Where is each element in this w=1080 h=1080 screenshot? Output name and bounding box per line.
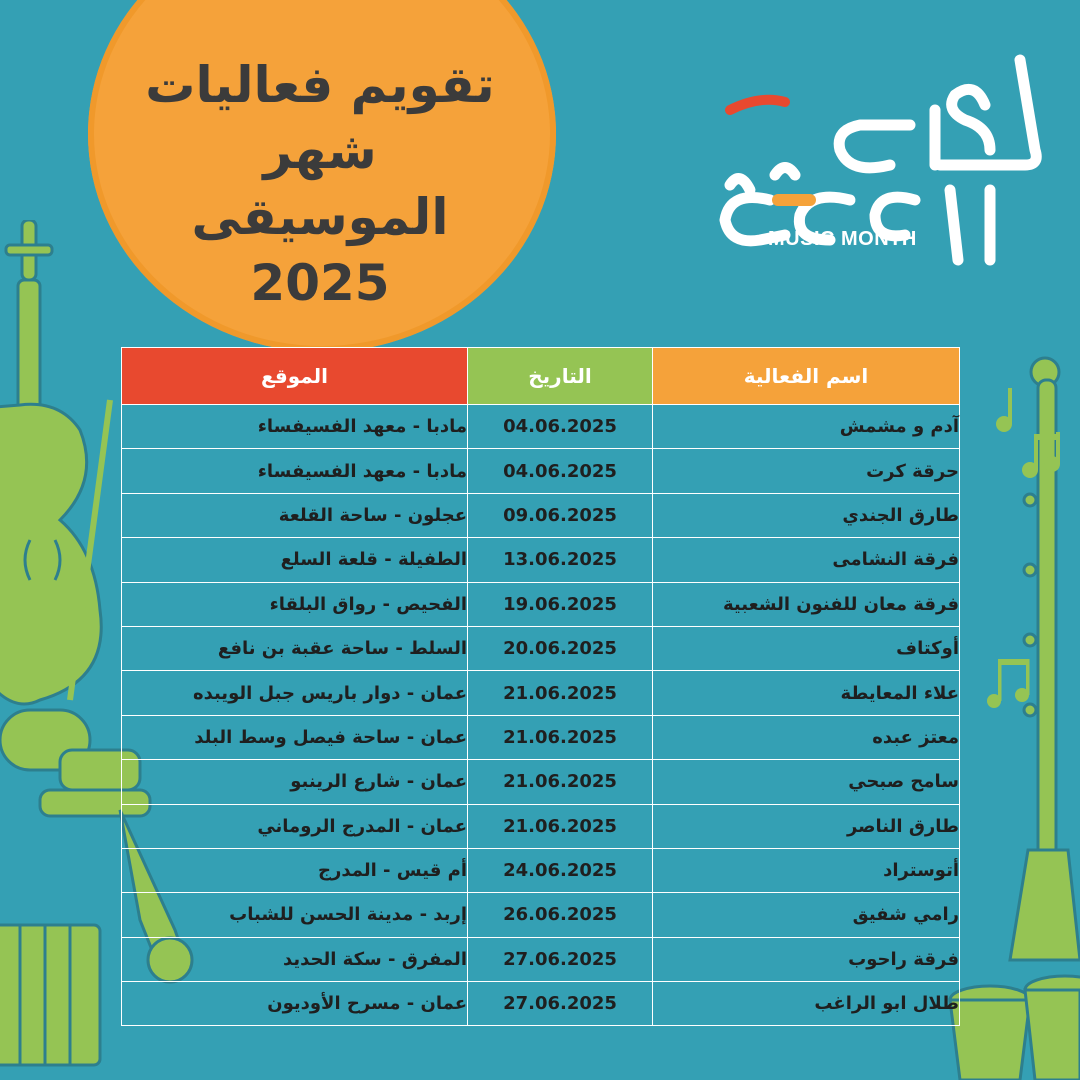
table-row: [122, 893, 960, 937]
event-location: المفرق - سكة الحديد: [122, 937, 468, 981]
table-row: [122, 804, 960, 848]
event-date: 21.06.2025: [468, 760, 653, 804]
event-location: عمان - ساحة فيصل وسط البلد: [122, 715, 468, 759]
music-note-icon: [982, 645, 1042, 715]
event-date: 24.06.2025: [468, 848, 653, 892]
event-name: أوكتاف: [653, 626, 960, 670]
table-row: [122, 626, 960, 670]
table-row: [122, 671, 960, 715]
table-row: [122, 582, 960, 626]
title-year: 2025: [250, 254, 390, 312]
event-date: 27.06.2025: [468, 937, 653, 981]
table-row: [122, 493, 960, 537]
event-name: سامح صبحي: [653, 760, 960, 804]
event-location: عمان - مسرح الأوديون: [122, 982, 468, 1026]
table-row: [122, 982, 960, 1026]
event-location: مادبا - معهد الفسيفساء: [122, 405, 468, 449]
event-date: 21.06.2025: [468, 671, 653, 715]
event-date: 13.06.2025: [468, 538, 653, 582]
event-name: حرقة كرت: [653, 449, 960, 493]
table-row: [122, 937, 960, 981]
event-date: 20.06.2025: [468, 626, 653, 670]
event-location: أم قيس - المدرج: [122, 848, 468, 892]
music-note-icon: [990, 380, 1060, 490]
event-location: عجلون - ساحة القلعة: [122, 493, 468, 537]
event-location: الطفيلة - قلعة السلع: [122, 538, 468, 582]
event-name: طارق الناصر: [653, 804, 960, 848]
column-header-location: الموقع: [122, 348, 468, 405]
events-table: [121, 347, 960, 1026]
event-location: الفحيص - رواق البلقاء: [122, 582, 468, 626]
column-header-date: التاريخ: [468, 348, 653, 405]
table-row: [122, 760, 960, 804]
event-date: 04.06.2025: [468, 405, 653, 449]
event-date: 19.06.2025: [468, 582, 653, 626]
event-location: مادبا - معهد الفسيفساء: [122, 449, 468, 493]
page-title: [140, 52, 500, 316]
event-location: عمان - المدرج الروماني: [122, 804, 468, 848]
event-date: 21.06.2025: [468, 804, 653, 848]
event-name: فرقة راحوب: [653, 937, 960, 981]
table-row: [122, 538, 960, 582]
event-date: 04.06.2025: [468, 449, 653, 493]
accordion-icon: [0, 915, 110, 1080]
event-name: علاء المعايطة: [653, 671, 960, 715]
event-name: فرقة النشامى: [653, 538, 960, 582]
title-line-1: تقويم فعاليات: [145, 56, 495, 114]
table-row: [122, 449, 960, 493]
table-row: [122, 715, 960, 759]
table-header-row: [122, 348, 960, 405]
event-name: رامي شفيق: [653, 893, 960, 937]
event-location: عمان - دوار باريس جبل الويبده: [122, 671, 468, 715]
event-date: 27.06.2025: [468, 982, 653, 1026]
title-line-2: شهر الموسيقى: [191, 122, 449, 246]
event-name: أتوستراد: [653, 848, 960, 892]
event-location: إربد - مدينة الحسن للشباب: [122, 893, 468, 937]
event-name: طلال ابو الراغب: [653, 982, 960, 1026]
event-name: طارق الجندي: [653, 493, 960, 537]
event-location: عمان - شارع الرينبو: [122, 760, 468, 804]
event-date: 21.06.2025: [468, 715, 653, 759]
event-location: السلط - ساحة عقبة بن نافع: [122, 626, 468, 670]
table-row: [122, 405, 960, 449]
event-date: 09.06.2025: [468, 493, 653, 537]
table-row: [122, 848, 960, 892]
column-header-name: اسم الفعالية: [653, 348, 960, 405]
logo-subtitle: MUSIC MONTH: [768, 228, 917, 250]
event-date: 26.06.2025: [468, 893, 653, 937]
event-name: معتز عبده: [653, 715, 960, 759]
event-name: آدم و مشمش: [653, 405, 960, 449]
event-name: فرقة معان للفنون الشعبية: [653, 582, 960, 626]
